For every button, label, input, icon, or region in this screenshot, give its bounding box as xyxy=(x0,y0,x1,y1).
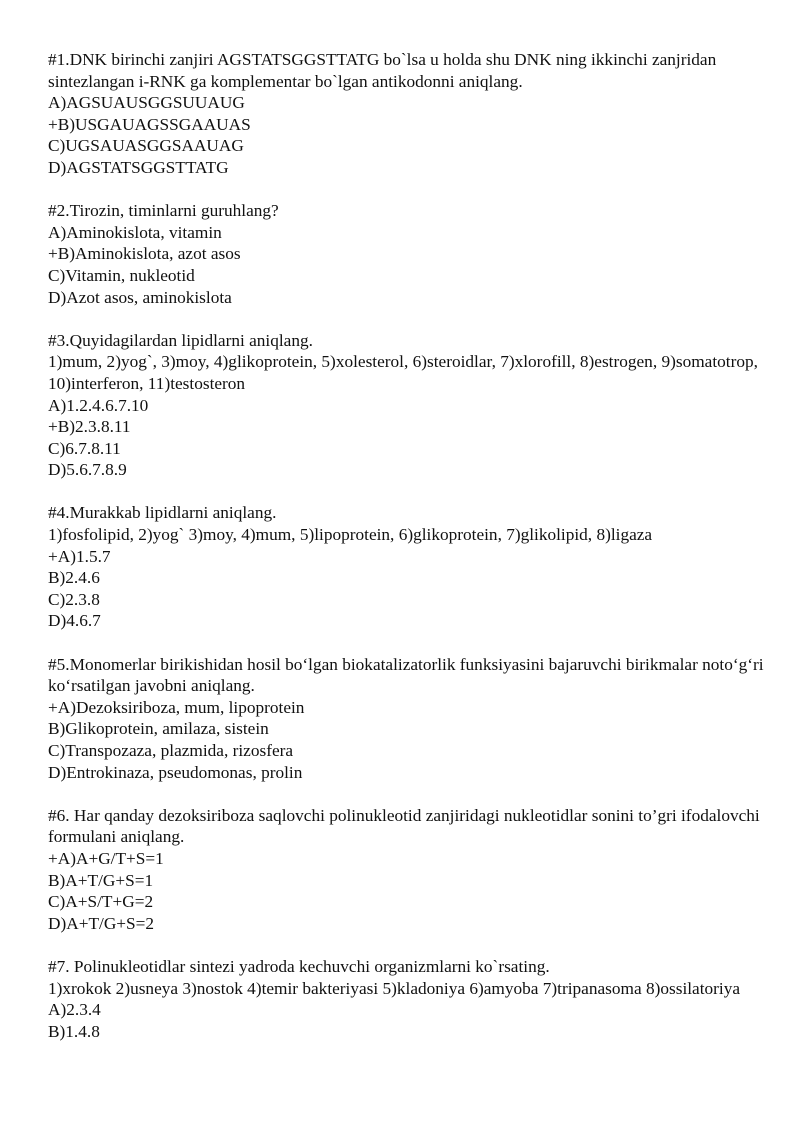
answer-option-a: +A)A+G/T+S=1 xyxy=(48,848,164,868)
answer-option-d: D)A+T/G+S=2 xyxy=(48,913,155,933)
question-4 xyxy=(48,502,768,632)
question-stem: #7. Polinukleotidlar sintezi yadroda kechuvchi organizmlarni ko`rsating. xyxy=(48,956,550,976)
answer-option-b: B)1.4.8 xyxy=(48,1021,100,1041)
question-items: 1)fosfolipid, 2)yog` 3)moy, 4)mum, 5)lipoprotein, 6)glikoprotein, 7)glikolipid, 8)ligaza xyxy=(48,525,653,545)
answer-option-a: A)1.2.4.6.7.10 xyxy=(48,395,149,415)
answer-option-c: C)6.7.8.11 xyxy=(48,438,121,458)
question-5 xyxy=(48,654,768,784)
answer-option-a: +A)1.5.7 xyxy=(48,546,111,566)
answer-option-a: +A)Dezoksiriboza, mum, lipoprotein xyxy=(48,697,305,717)
answer-option-c: C)Transpozaza, plazmida, rizosfera xyxy=(48,741,294,760)
answer-option-b: B)2.4.6 xyxy=(48,568,100,588)
answer-option-c: C)A+S/T+G=2 xyxy=(48,892,154,912)
question-1 xyxy=(48,49,768,179)
answer-option-b: B)Glikoprotein, amilaza, sistein xyxy=(48,719,269,739)
question-2 xyxy=(48,200,768,308)
question-items: 1)xrokok 2)usneya 3)nostok 4)temir bakteriyasi 5)kladoniya 6)amyoba 7)tripanasoma 8)ossilatoriya xyxy=(48,978,741,998)
question-stem: #2.Tirozin, timinlarni guruhlang? xyxy=(48,201,279,221)
question-stem: #4.Murakkab lipidlarni aniqlang. xyxy=(48,503,277,523)
question-stem: #3.Quyidagilardan lipidlarni aniqlang. xyxy=(48,330,313,350)
answer-option-d: D)Entrokinaza, pseudomonas, prolin xyxy=(48,762,303,782)
answer-option-b: +B)Aminokislota, azot asos xyxy=(48,244,241,264)
answer-option-b: B)A+T/G+S=1 xyxy=(48,870,154,890)
question-3 xyxy=(48,330,768,481)
question-stem: #1.DNK birinchi zanjiri AGSTATSGGSTTATG bo`lsa u holda shu DNK ning ikkinchi zanjridan sintezlangan i-RNK ga komplementar bo`lgan antikodonni aniqlang. xyxy=(48,50,717,91)
question-stem: #6. Har qanday dezoksiriboza saqlovchi polinukleotid zanjiridagi nukleotidlar sonini to’gri ifodalovchi formulani aniqlang. xyxy=(48,805,760,847)
document-page xyxy=(48,49,768,1064)
answer-option-c: C)Vitamin, nukleotid xyxy=(48,265,195,285)
answer-option-d: D)4.6.7 xyxy=(48,611,101,631)
answer-option-d: D)AGSTATSGGSTTATG xyxy=(48,157,229,177)
question-items: 1)mum, 2)yog`, 3)moy, 4)glikoprotein, 5)xolesterol, 6)steroidlar, 7)xlorofill, 8)estrogen, 9)somatotrop, 10)interferon, 11)testosteron xyxy=(48,352,758,393)
answer-option-c: C)UGSAUASGGSAAUAG xyxy=(48,136,244,156)
answer-option-c: C)2.3.8 xyxy=(48,589,100,609)
question-7 xyxy=(48,956,768,1042)
question-6 xyxy=(48,805,768,935)
question-stem: #5.Monomerlar birikishidan hosil bo‘lgan biokatalizatorlik funksiyasini bajaruvchi birikmalar noto‘g‘ri ko‘rsatilgan javobni aniqlang. xyxy=(48,654,764,696)
answer-option-b: +B)USGAUAGSSGAAUAS xyxy=(48,114,251,134)
answer-option-d: D)Azot asos, aminokislota xyxy=(48,287,232,307)
answer-option-b: +B)2.3.8.11 xyxy=(48,417,131,437)
answer-option-a: A)Aminokislota, vitamin xyxy=(48,222,222,242)
answer-option-a: A)AGSUAUSGGSUUAUG xyxy=(48,93,245,113)
answer-option-a: A)2.3.4 xyxy=(48,1000,101,1020)
answer-option-d: D)5.6.7.8.9 xyxy=(48,460,127,480)
